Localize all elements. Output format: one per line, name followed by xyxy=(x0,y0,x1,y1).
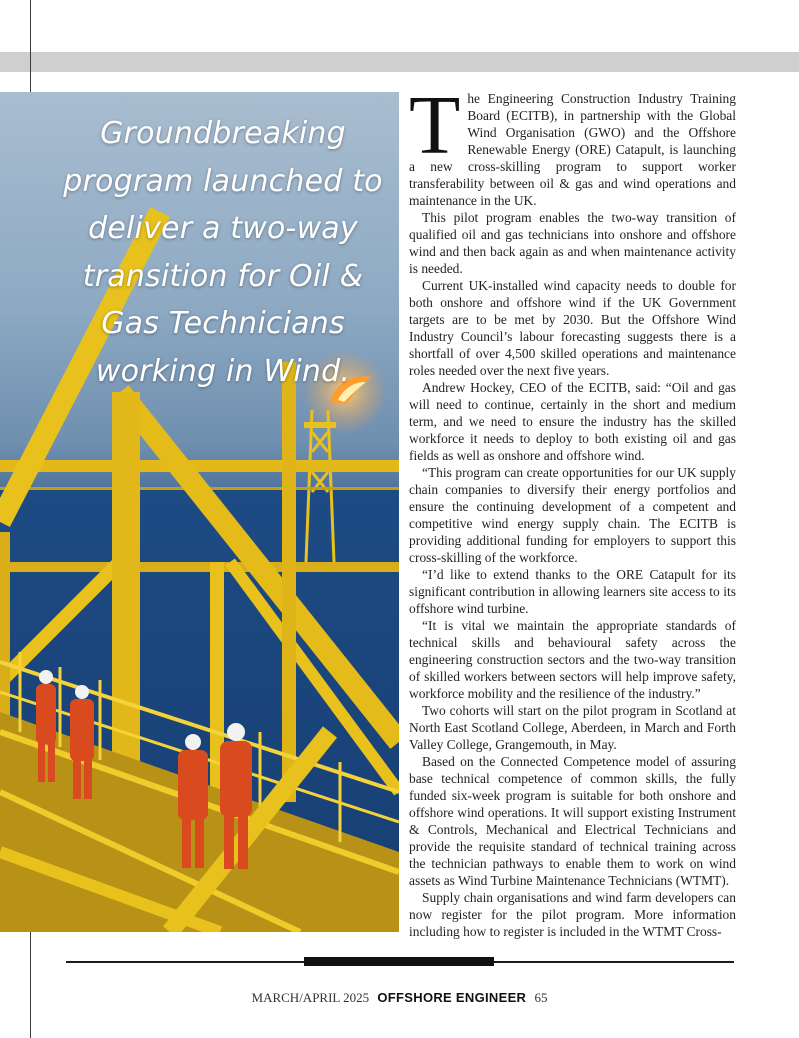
article-paragraph: This pilot program enables the two-way transition of qualified oil and gas technicians into onshore and offshore wind and then back again as and when maintenance activity is needed. xyxy=(409,210,736,276)
page-footer xyxy=(0,990,799,1006)
article-paragraph: “I’d like to extend thanks to the ORE Catapult for its significant contribution in allowing learners site access to its offshore wind turbine. xyxy=(409,567,736,616)
article-paragraph: Andrew Hockey, CEO of the ECITB, said: “Oil and gas will need to continue, certainly in the short and medium term, and we need to ensure the industry has the skilled workforce it needs to deploy to both existing oil and gas fields as well as onshore and offshore wind. xyxy=(409,380,736,463)
footer-rule-accent xyxy=(304,957,494,966)
page-number: 65 xyxy=(534,990,548,1005)
article-paragraph: “This program can create opportunities for our UK supply chain companies to diversify their energy portfolios and ensure the continuing development of a competent and competitive wind energy supply chain. The ECITB is providing additional funding for employers to support this cross-skilling of the workforce. xyxy=(409,465,736,565)
article-paragraph: Based on the Connected Competence model of assuring base technical competence of common skills, the fully funded six-week program is suitable for both onshore and offshore wind operations. It will support existing Instrument & Controls, Mechanical and Electrical Technicians and provide the requisite standard of technical training across the technician pathways to enable them to work on wind assets as Wind Turbine Maintenance Technicians (WTMT). xyxy=(409,754,736,888)
article-paragraph: Supply chain organisations and wind farm developers can now register for the pilot program. More information including how to register is included in the WTMT Cross- xyxy=(409,890,736,939)
article-paragraph: Current UK-installed wind capacity needs to double for both onshore and offshore wind if the UK Government targets are to be met by 2030. But the Offshore Wind Industry Council’s labour forecasting suggests there is a shortfall of over 4,500 skilled operations and maintenance roles needed over the next five years. xyxy=(409,278,736,378)
drop-cap: T xyxy=(409,79,461,172)
magazine-name: OFFSHORE ENGINEER xyxy=(377,990,527,1005)
issue-date: MARCH/APRIL 2025 xyxy=(251,990,370,1005)
article-paragraph: The Engineering Construction Industry Training Board (ECITB), in partnership with the Global Wind Organisation (GWO) and the Offshore Renewable Energy (ORE) Catapult, is launching a new cross-skilling program to support worker transferability between oil & gas and wind operations and maintenance in the UK. xyxy=(409,79,736,208)
article-paragraph: “It is vital we maintain the appropriate standards of technical skills and behavioural safety across the engineering construction sectors and the two-way transition of skilled workers between sectors will help improve safety, workforce mobility and the resilience of the industry.” xyxy=(409,618,736,701)
headline: Groundbreaking program launched to deliver a two-way transition for Oil & Gas Technicians working in Wind. xyxy=(63,116,383,389)
header-band xyxy=(0,52,799,72)
article-paragraph: Two cohorts will start on the pilot program in Scotland at North East Scotland College, Aberdeen, in March and Forth Valley College, Grangemouth, in May. xyxy=(409,703,736,752)
article-body xyxy=(409,79,736,940)
